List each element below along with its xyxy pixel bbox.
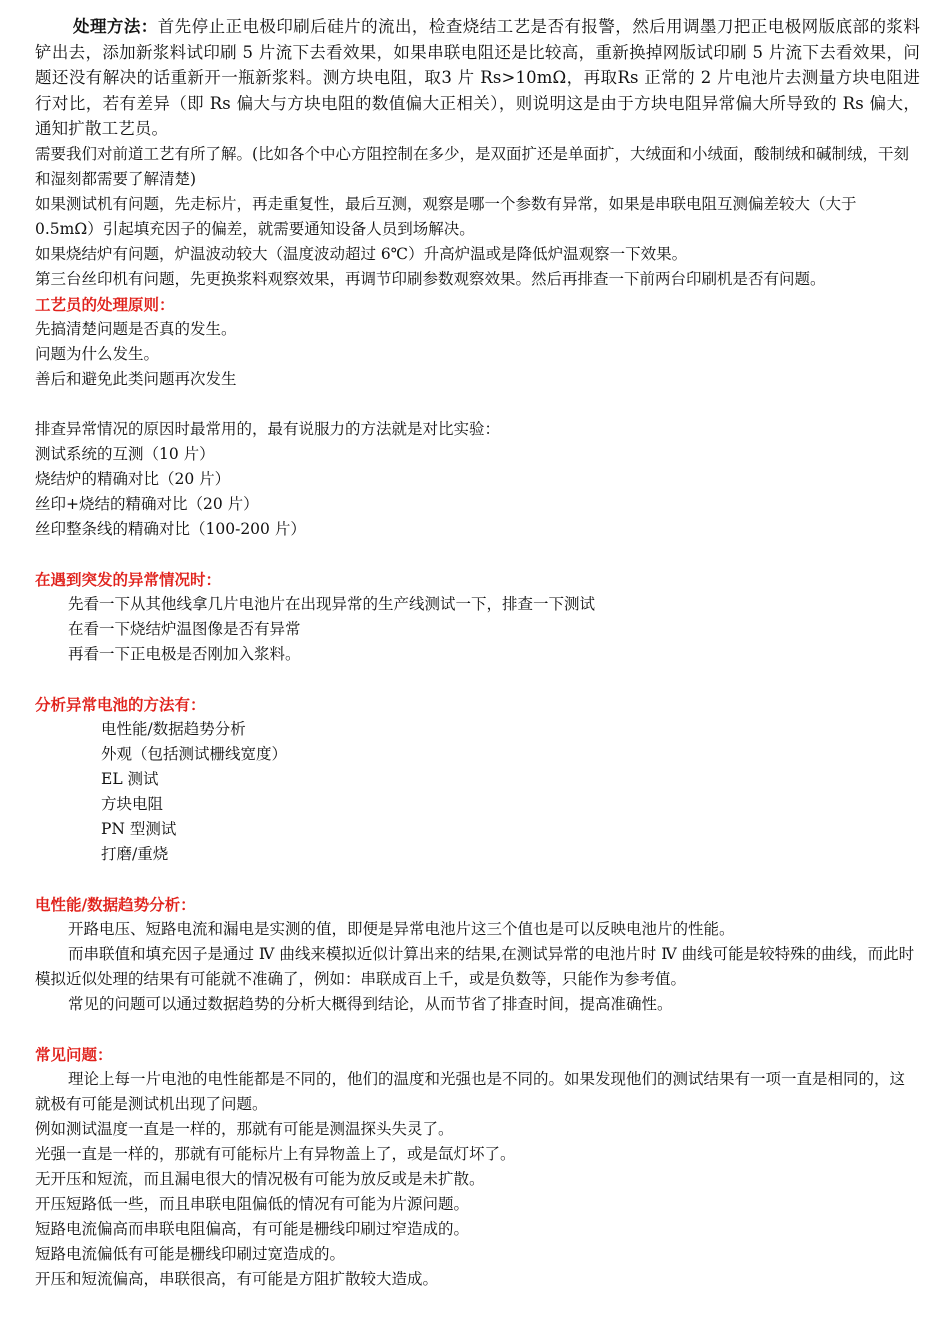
trend-paragraph: 常见的问题可以通过数据趋势的分析大概得到结论，从而节省了排查时间，提高准确性。 <box>68 994 673 1013</box>
intro-text: 首先停止正电极印刷后硅片的流出，检查烧结工艺是否有报警，然后用调墨刀把正电极网版底部的浆料铲出去，添加新浆料试印刷 5 片流下去看效果，如果串联电阻还是比较高，重新换掉网版试印刷 5 片流下去看效果，问题还没有解决的话重新开一瓶新浆料。测方块电阻，取3 片 Rs>10mΩ，再取Rs 正常的 2 片电池片去测量方块电阻进行对比，若有差异（即 Rs 偏大与方块电阻的数值偏大正相关），则说明这是由于方块电阻异常偏大所导致的 Rs 偏大，通知扩散工艺员。 <box>35 17 921 138</box>
sudden-item: 先看一下从其他线拿几片电池片在出现异常的生产线测试一下，排查一下测试 <box>68 594 596 613</box>
trend-paragraph: 而串联值和填充因子是通过 Ⅳ 曲线来模拟近似计算出来的结果,在测试异常的电池片时 Ⅳ 曲线可能是较特殊的曲线，而此时模拟近似处理的结果有可能就不准确了，例如：串联成百上千，或是负数等，只能作为参考值。 <box>35 944 915 988</box>
method-item: 电性能/数据趋势分析 <box>101 719 246 738</box>
method-item: 方块电阻 <box>101 794 164 813</box>
document-page <box>35 14 920 1292</box>
method-item: EL 测试 <box>101 769 159 788</box>
methods-heading: 分析异常电池的方法有： <box>35 694 206 714</box>
intro-paragraph <box>35 14 920 142</box>
note-paragraph: 如果烧结炉有问题，炉温波动较大（温度波动超过 6℃）升高炉温或是降低炉温观察一下效果。 <box>35 244 688 263</box>
note-paragraph: 需要我们对前道工艺有所了解。(比如各个中心方阻控制在多少，是双面扩还是单面扩，大绒面和小绒面，酸制绒和碱制绒，干刻和湿刻都需要了解清楚) <box>35 144 910 188</box>
method-item: 外观（包括测试栅线宽度） <box>101 744 288 763</box>
common-item: 短路电流偏低有可能是栅线印刷过宽造成的。 <box>35 1244 346 1263</box>
common-item: 开压短路低一些，而且串联电阻偏低的情况有可能为片源问题。 <box>35 1194 470 1213</box>
comparison-item: 丝印整条线的精确对比（100-200 片） <box>35 519 306 538</box>
common-first-paragraph: 理论上每一片电池的电性能都是不同的，他们的温度和光强也是不同的。如果发现他们的测试结果有一项一直是相同的，这就极有可能是测试机出现了问题。 <box>35 1069 906 1113</box>
principle-item: 问题为什么发生。 <box>35 344 160 363</box>
comparison-item: 测试系统的互测（10 片） <box>35 444 215 463</box>
intro-label: 处理方法： <box>73 17 158 36</box>
trend-heading: 电性能/数据趋势分析： <box>35 894 196 914</box>
principles-heading: 工艺员的处理原则： <box>35 294 175 314</box>
comparison-item: 丝印+烧结的精确对比（20 片） <box>35 494 259 513</box>
comparison-item: 烧结炉的精确对比（20 片） <box>35 469 231 488</box>
common-heading: 常见问题： <box>35 1044 113 1064</box>
method-item: PN 型测试 <box>101 819 177 838</box>
sudden-item: 再看一下正电极是否刚加入浆料。 <box>68 644 301 663</box>
common-item: 短路电流偏高而串联电阻偏高，有可能是栅线印刷过窄造成的。 <box>35 1219 470 1238</box>
common-item: 开压和短流偏高，串联很高，有可能是方阻扩散较大造成。 <box>35 1269 439 1288</box>
note-paragraph: 第三台丝印机有问题，先更换浆料观察效果，再调节印刷参数观察效果。然后再排查一下前两台印刷机是否有问题。 <box>35 269 826 288</box>
trend-paragraph: 开路电压、短路电流和漏电是实测的值，即便是异常电池片这三个值也是可以反映电池片的性能。 <box>68 919 735 938</box>
sudden-heading: 在遇到突发的异常情况时： <box>35 569 222 589</box>
common-item: 无开压和短流，而且漏电很大的情况极有可能为放反或是未扩散。 <box>35 1169 485 1188</box>
principle-item: 先搞清楚问题是否真的发生。 <box>35 319 237 338</box>
comparison-intro: 排查异常情况的原因时最常用的，最有说服力的方法就是对比实验： <box>35 419 501 438</box>
common-item: 例如测试温度一直是一样的，那就有可能是测温探头失灵了。 <box>35 1119 454 1138</box>
method-item: 打磨/重烧 <box>101 844 169 863</box>
principle-item: 善后和避免此类问题再次发生 <box>35 369 237 388</box>
common-item: 光强一直是一样的，那就有可能标片上有异物盖上了，或是氙灯坏了。 <box>35 1144 516 1163</box>
sudden-item: 在看一下烧结炉温图像是否有异常 <box>68 619 301 638</box>
note-paragraph: 如果测试机有问题，先走标片，再走重复性，最后互测，观察是哪一个参数有异常，如果是串联电阻互测偏差较大（大于 0.5mΩ）引起填充因子的偏差，就需要通知设备人员到场解决。 <box>35 194 857 238</box>
